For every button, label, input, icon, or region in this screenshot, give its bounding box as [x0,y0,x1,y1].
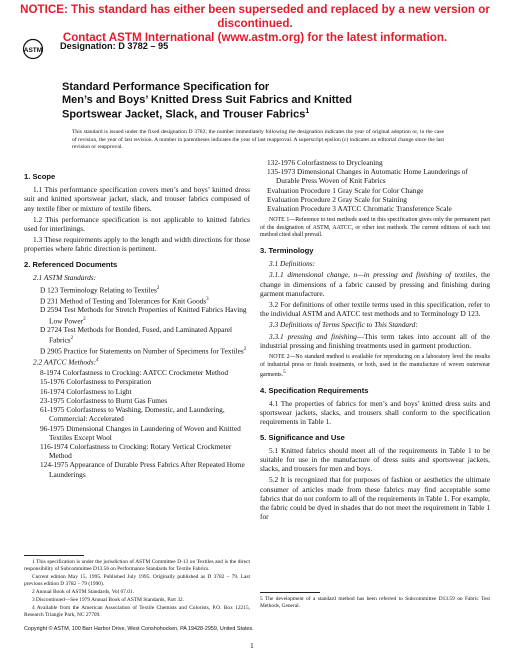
footnote-3: 3 Discontinued—See 1979 Annual Book of ASTM Standards, Part 32. [32,597,184,603]
definition-3-3: 3.3 Definitions of Terms Specific to This Standard: [269,320,418,330]
ref-eval-2: Evaluation Procedure 2 Gray Scale for Staining [267,194,407,204]
ref-aatcc-23: 23-1975 Colorfastness to Burnt Gas Fumes [40,395,168,405]
terminology-heading: 3. Terminology [260,246,314,255]
supersession-notice [0,3,510,45]
title-footnote-mark: 1 [305,108,310,116]
title-line-2: Men’s and Boys’ Knitted Dress Suit Fabrics and Knitted [62,93,352,106]
ref-aatcc-16: 16-1974 Colorfastness to Light [40,386,132,396]
note-2: NOTE 2—No standard method is available for reproducing on a laboratory level the results of industrial press or finish treatments, or both, used in the manufacture of woven outerwear garments.$^5$ [260,354,490,379]
significance-heading: 5. Significance and Use [260,432,345,442]
specification-requirements-heading: 4. Specification Requirements [260,385,369,395]
document-title [62,81,462,121]
ref-aatcc-132: 132-1976 Colorfastness to Drycleaning [267,158,383,167]
scope-heading: 1. Scope [24,172,56,181]
ref-d2724: D 2724 Test Methods for Bonded, Fused, and Laminated Apparel Fabrics$^2$ [40,325,233,345]
footnote-1: 1 This specification is under the jurisdiction of ASTM Committee D-13 on Textiles and is the direct responsibility of Subcommittee D13.56 on Performance Standards for Textile Fabrics. [24,559,250,572]
title-line-1: Standard Performance Specification for [62,81,270,93]
ref-aatcc-116: 116-1974 Colorfastness to Crocking: Rotary Vertical Crockmeter Method [40,441,232,461]
astm-logo-icon [22,38,52,60]
ref-eval-3: Evaluation Procedure 3 AATCC Chromatic Transference Scale [267,204,452,214]
right-column [260,158,490,523]
notice-line-2: Contact ASTM International (www.astm.org) for the latest information. [62,31,448,44]
scope-1-1: 1.1 This performance specification covers men’s and boys’ knitted dress suit and knitted sportswear jacket, slack, and trouser fabrics composed of any textile fiber or mixture of textile fibers. [24,185,250,213]
ref-aatcc-135: 135-1973 Dimensional Changes in Automatic Home Launderings of Durable Press Woven of Knit Fabrics [267,167,468,186]
page-number: 1 [250,641,254,650]
definition-3-2: 3.2 For definitions of other textile terms used in this specification, refer to the individual ASTM and AATCC test methods and to Terminology D 123. [260,300,490,319]
definitions-heading: 3.1 Definitions: [269,259,316,269]
ref-aatcc-96: 96-1975 Dimensional Changes in Laundering of Woven and Knitted Textiles Except Wool [40,423,241,442]
definition-3-3-1: 3.3.1 pressing and finishing—This term takes into account all of the industrial pressing and finishing treatments used in garment production. [260,331,490,350]
left-column [24,172,250,479]
ref-eval-1: Evaluation Procedure 1 Gray Scale for Color Change [267,185,424,195]
footnote-4: 4 Available from the American Association of Textile Chemists and Colorists, P.O. Box 12215, Research Triangle Park, NC 27709. [24,605,250,618]
svg-text:ASTM: ASTM [23,46,43,54]
sig-5-1: 5.1 Knitted fabrics should meet all of the requirements in Table 1 to be suitable for use in the manufacture of dress suits and sportswear jackets, slacks, and trousers for men and boys. [260,445,490,474]
ref-d231: D 231 Method of Testing and Tolerances for Knit Goods$^3$ [40,296,209,306]
ref-aatcc-15: 15-1976 Colorfastness to Perspiration [40,377,152,387]
designation: Designation: D 3782 – 95 [60,41,169,51]
footnote-divider-left [24,555,84,556]
aatcc-methods-heading: 2.2 AATCC Methods:$^4$ [33,357,99,367]
title-line-3: Sportswear Jacket, Slack, and Trouser Fabrics [62,108,306,121]
standard-issuance-note: This standard is issued under the fixed designation D 3782; the number immediately following the designation indicates the year of original adoption or, in the case of revision, the year of last revision. A number in parentheses indicates the year of last reapproval. A superscript epsilon (ε) indicates an editorial change since the last revision or reapproval. [72,129,444,151]
definition-3-1-1: 3.1.1 dimensional change, n—in pressing and finishing of textiles, the change in dimensions of a fabric caused by pressing and finishing during garment manufacture. [260,270,491,298]
scope-1-3: 1.3 These requirements apply to the length and width directions for those properties where fabric direction is pertinent. [24,235,250,254]
ref-d2594: D 2594 Test Methods for Stretch Properties of Knitted Fabrics Having Low Power$^2$ [40,305,247,325]
footnotes-left [24,559,250,620]
note-1: NOTE 1—Reference to test methods used in this specification gives only the permanent part of the designation of ASTM, AATCC, or other test methods. The current editions of each test method cited shall prevail. [260,217,490,239]
copyright-line: Copyright © ASTM, 100 Barr Harbor Drive, West Conshohocken, PA 19428-2959, United States. [24,626,254,632]
footnote-5: 5 The development of a standard method has been referred to Subcommittee D13.59 on Fabric Test Methods, General. [260,596,490,609]
footnote-1-edition: Current edition May 15, 1995. Published July 1995. Originally published as D 3782 – 79. Last previous edition D 3782 – 79 (1990). [24,574,250,587]
astm-standards-heading: 2.1 ASTM Standards: [33,272,97,282]
ref-aatcc-8: 8-1974 Colorfastness to Crocking: AATCC Crockmeter Method [40,368,229,378]
spec-4-1: 4.1 The properties of fabrics for men’s and boys’ knitted dress suits and sportswear jackets, slacks, and trousers shall conform to the specification requirements in Table 1. [260,398,490,427]
footnote-2: 2 Annual Book of ASTM Standards, Vol 07.01. [32,589,134,595]
footnote-divider-right [260,592,320,593]
ref-d2905: D 2905 Practice for Statements on Number of Specimens for Textiles$^2$ [40,346,247,356]
referenced-documents-heading: 2. Referenced Documents [24,259,118,269]
notice-line-1: NOTICE: This standard has either been superseded and replaced by a new version or discontinued. [20,3,490,30]
ref-aatcc-124: 124-1975 Appearance of Durable Press Fabrics After Repeated Home Launderings [40,460,245,479]
ref-aatcc-61: 61-1975 Colorfastness to Washing, Domestic, and Laundering, Commercial: Accelerated [40,405,225,424]
sig-5-2: 5.2 It is recognized that for purposes of fashion or aesthetics the ultimate consumer of articles made from these fabrics may find acceptable some fabrics that do not conform to all of the requirements in Table 1. For example, the fabric could be dyed in shades that do not meet the requirement in Table 1 for [260,475,490,522]
ref-d123: D 123 Terminology Relating to Textiles$^2$ [40,285,160,295]
scope-1-2: 1.2 This performance specification is not applicable to knitted fabrics used for interlinings. [24,214,250,234]
